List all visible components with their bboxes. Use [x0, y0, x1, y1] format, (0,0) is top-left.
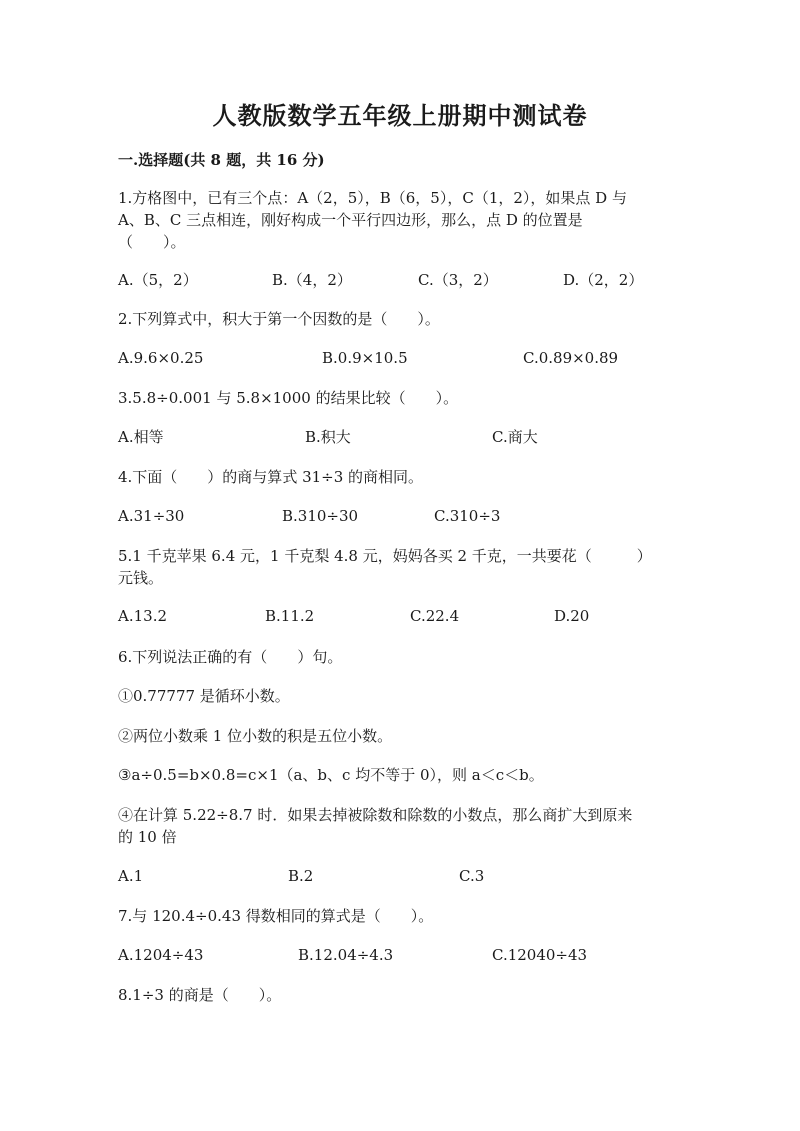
option-c: C.22.4 [410, 607, 460, 625]
question-text-line: （ ）。 [118, 233, 186, 251]
option-b: B.11.2 [265, 607, 315, 625]
option-c: C.0.89×0.89 [523, 349, 619, 367]
question-text-line: A、B、C 三点相连，刚好构成一个平行四边形，那么，点 D 的位置是 [118, 211, 583, 229]
option-d: D.（2，2） [563, 271, 644, 289]
option-b: B.2 [288, 867, 314, 885]
question-text-line: 3.5.8÷0.001 与 5.8×1000 的结果比较（ ）。 [118, 389, 459, 407]
option-d: D.20 [554, 607, 590, 625]
option-a: A.1 [118, 867, 144, 885]
option-b: B.0.9×10.5 [322, 349, 408, 367]
option-c: C.商大 [492, 428, 538, 446]
question-text-line: 8.1÷3 的商是（ ）。 [118, 986, 282, 1004]
option-a: A.1204÷43 [118, 946, 204, 964]
question-text-line: 4.下面（ ）的商与算式 31÷3 的商相同。 [118, 468, 424, 486]
option-a: A.9.6×0.25 [118, 349, 204, 367]
option-a: A.13.2 [118, 607, 167, 625]
option-a: A.（5，2） [118, 271, 198, 289]
question-text-line: 5.1 千克苹果 6.4 元，1 千克梨 4.8 元，妈妈各买 2 千克，一共要花（ ） [118, 547, 652, 565]
option-a: A.相等 [118, 428, 164, 446]
option-c: C.（3，2） [418, 271, 498, 289]
statement-2: ②两位小数乘 1 位小数的积是五位小数。 [118, 727, 393, 745]
option-a: A.31÷30 [118, 507, 185, 525]
option-b: B.12.04÷4.3 [298, 946, 394, 964]
section-heading: 一.选择题(共 8 题，共 16 分) [118, 151, 325, 169]
question-text-line: 6.下列说法正确的有（ ）句。 [118, 648, 343, 666]
statement-4: ④在计算 5.22÷8.7 时．如果去掉被除数和除数的小数点，那么商扩大到原来 [118, 806, 633, 824]
statement-3: ③a÷0.5=b×0.8=c×1（a、b、c 均不等于 0），则 a＜c＜b。 [118, 766, 544, 784]
page-title: 人教版数学五年级上册期中测试卷 [212, 101, 588, 130]
question-text-line: 1.方格图中，已有三个点：A（2，5），B（6，5），C（1，2），如果点 D 与 [118, 189, 627, 207]
statement-4-continued: 的 10 倍 [118, 828, 177, 846]
option-b: B.（4，2） [272, 271, 352, 289]
option-c: C.12040÷43 [492, 946, 588, 964]
question-text-line: 2.下列算式中，积大于第一个因数的是（ ）。 [118, 310, 440, 328]
option-c: C.310÷3 [434, 507, 501, 525]
option-b: B.积大 [305, 428, 351, 446]
statement-1: ①0.77777 是循环小数。 [118, 687, 290, 705]
question-text-line: 元钱。 [118, 569, 164, 587]
question-text-line: 7.与 120.4÷0.43 得数相同的算式是（ ）。 [118, 907, 434, 925]
option-b: B.310÷30 [282, 507, 359, 525]
option-c: C.3 [459, 867, 485, 885]
